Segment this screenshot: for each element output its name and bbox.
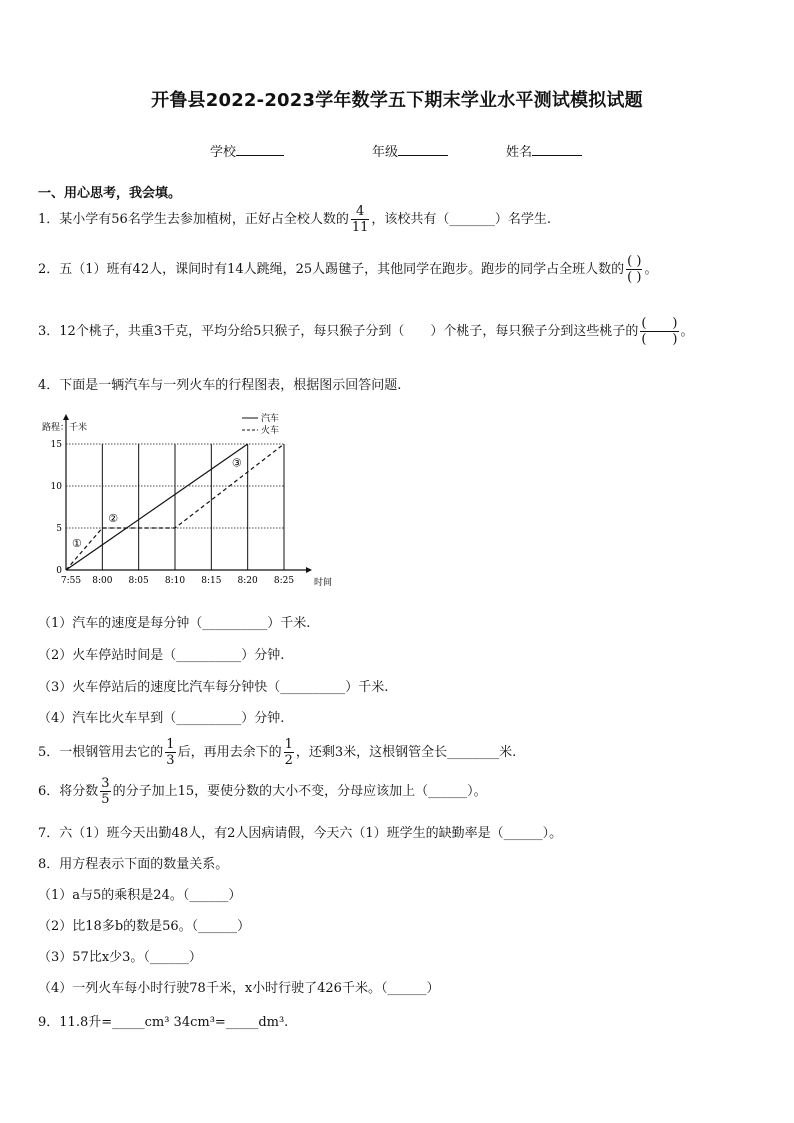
q5-text-b: 后，再用去余下的 xyxy=(177,745,282,760)
x-tick-label: 8:05 xyxy=(128,576,149,586)
question-2 xyxy=(38,254,657,285)
q3-numerator: ( ) xyxy=(641,316,678,331)
chart-grid xyxy=(66,444,284,570)
q5-f2-denominator: 2 xyxy=(284,753,293,768)
x-tick-label: 8:25 xyxy=(273,576,295,586)
section-heading: 一、用心思考，我会填。 xyxy=(38,186,182,201)
q5-text-a: 5．一根钢管用去它的 xyxy=(38,745,164,760)
y-axis-label: 路程：千米 xyxy=(42,423,88,433)
question-5 xyxy=(38,737,516,768)
chart-axes xyxy=(63,414,312,573)
question-7: 7．六（1）班今天出勤48人，有2人因病请假，今天六（1）班学生的缺勤率是（______）。 xyxy=(38,826,563,841)
q4-sub-4: （4）汽车比火车早到（__________）分钟. xyxy=(38,711,285,726)
q6-denominator: 5 xyxy=(101,792,110,807)
annotation-label-2: ② xyxy=(108,511,119,525)
q4-sub-1: （1）汽车的速度是每分钟（__________）千米. xyxy=(38,616,311,631)
chart-legend xyxy=(242,412,279,436)
q6-numerator: 3 xyxy=(101,776,110,791)
school-label: 学校 xyxy=(210,145,237,160)
q1-text-b: ，该校共有（_______）名学生. xyxy=(371,212,552,227)
q3-fraction xyxy=(640,316,678,347)
q3-text-a: 3．12个桃子，共重3千克，平均分给5只猴子，每只猴子分到（ ）个桃子，每只猴子分到这些桃子的 xyxy=(38,324,639,339)
question-4: 4．下面是一辆汽车与一列火车的行程图表，根据图示回答问题. xyxy=(38,378,402,393)
q1-text-a: 1．某小学有56名学生去参加植树，正好占全校人数的 xyxy=(38,212,349,227)
q3-denominator: ( ) xyxy=(641,332,678,347)
q5-f1-denominator: 3 xyxy=(166,753,175,768)
name-blank[interactable] xyxy=(532,141,582,156)
q8-sub-1: （1）a与5的乘积是24。（______） xyxy=(38,888,242,903)
x-axis-label: 时间 xyxy=(314,578,333,588)
q5-fraction-1 xyxy=(165,737,175,768)
x-tick-label: 8:20 xyxy=(237,576,258,586)
q6-text-b: 的分子加上15，要使分数的大小不变，分母应该加上（______）。 xyxy=(112,784,487,799)
q5-fraction-2 xyxy=(284,737,294,768)
grade-label: 年级 xyxy=(372,145,399,160)
q8-sub-4: （4）一列火车每小时行驶78千米，x小时行驶了426千米。（______） xyxy=(38,981,440,996)
question-8: 8．用方程表示下面的数量关系。 xyxy=(38,857,229,872)
legend-label-1: 汽车 xyxy=(261,414,280,424)
question-9: 9．11.8升=_____cm³ 34cm³=_____dm³. xyxy=(38,1015,289,1030)
y-tick-label: 0 xyxy=(56,566,62,576)
x-axis-arrow xyxy=(306,567,312,573)
q6-fraction xyxy=(100,776,110,807)
q1-denominator: 11 xyxy=(351,220,369,235)
chart-labels xyxy=(42,421,332,588)
q2-fraction xyxy=(626,254,642,285)
x-tick-label: 8:15 xyxy=(201,576,222,586)
q4-sub-2: （2）火车停站时间是（__________）分钟. xyxy=(38,648,285,663)
q2-text-b: 。 xyxy=(644,262,658,277)
question-6 xyxy=(38,776,487,807)
q2-numerator: ( ) xyxy=(627,254,642,269)
x-tick-label: 7:55 xyxy=(60,576,82,586)
q2-denominator: ( ) xyxy=(627,270,642,285)
q5-text-c: ，还剩3米，这根钢管全长________米. xyxy=(295,745,517,760)
name-field xyxy=(506,141,582,160)
page-title: 开鲁县2022-2023学年数学五下期末学业水平测试模拟试题 xyxy=(151,90,643,111)
question-3 xyxy=(38,316,694,347)
x-tick-label: 8:00 xyxy=(92,576,113,586)
name-label: 姓名 xyxy=(506,145,533,160)
legend-label-2: 火车 xyxy=(261,426,280,436)
y-axis-arrow xyxy=(63,414,69,420)
q1-fraction xyxy=(351,204,370,235)
q3-text-b: 。 xyxy=(680,324,694,339)
y-tick-label: 10 xyxy=(50,482,62,492)
y-tick-label: 5 xyxy=(56,524,62,534)
q5-f1-numerator: 1 xyxy=(166,737,175,752)
q4-sub-3: （3）火车停站后的速度比汽车每分钟快（__________）千米. xyxy=(38,680,389,695)
travel-chart xyxy=(38,400,348,590)
school-blank[interactable] xyxy=(236,141,284,156)
q1-numerator: 4 xyxy=(355,204,365,219)
school-field xyxy=(210,141,284,160)
x-tick-label: 8:10 xyxy=(164,576,186,586)
q8-sub-3: （3）57比x少3。（______） xyxy=(38,950,202,965)
question-1 xyxy=(38,204,551,235)
q5-f2-numerator: 1 xyxy=(284,737,293,752)
grade-blank[interactable] xyxy=(398,141,448,156)
car-line xyxy=(66,444,248,570)
annotation-label-1: ① xyxy=(71,537,82,551)
q2-text-a: 2．五（1）班有42人，课间时有14人跳绳，25人踢毽子，其他同学在跑步。跑步的同学占全班人数的 xyxy=(38,262,625,277)
grade-field xyxy=(372,141,448,160)
q8-sub-2: （2）比18多b的数是56。（______） xyxy=(38,919,251,934)
y-tick-label: 15 xyxy=(50,440,62,450)
annotation-label-3: ③ xyxy=(231,456,242,470)
q6-text-a: 6．将分数 xyxy=(38,784,99,799)
